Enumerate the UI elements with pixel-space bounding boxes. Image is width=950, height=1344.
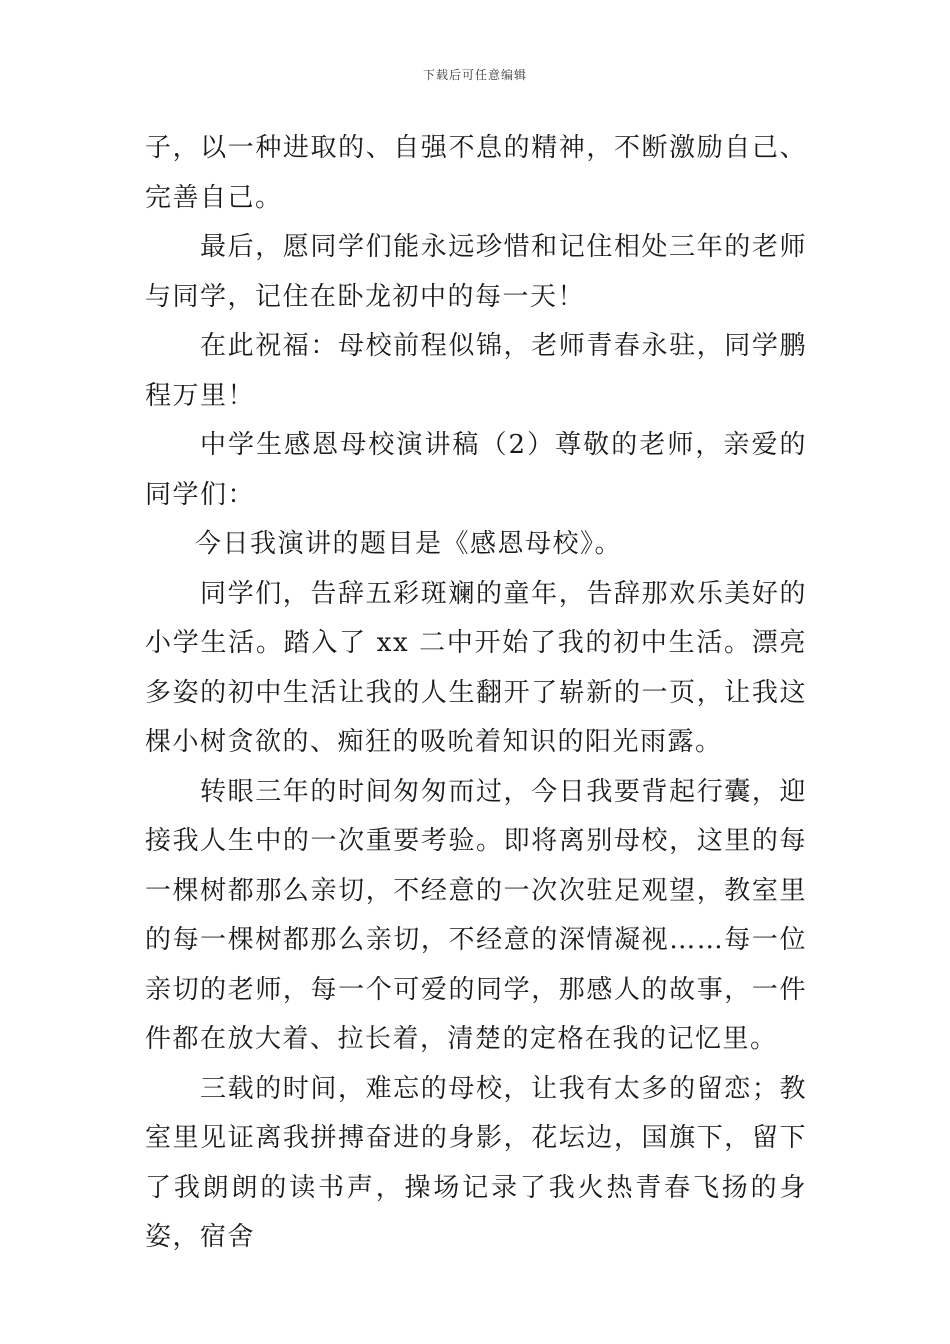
paragraph: 转眼三年的时间匆匆而过，今日我要背起行囊，迎接我人生中的一次重要考验。即将离别母校，这里的每一棵树都那么亲切，不经意的一次次驻足观望，教室里的每一棵树都那么亲切，不经意的深情凝视……每一位亲切的老师，每一个可爱的同学，那感人的故事，一件件都在放大着、拉长着，清楚的定格在我的记忆里。 xyxy=(145,776,807,1054)
paragraph: 今日我演讲的题目是《感恩母校》。 xyxy=(195,529,623,559)
paragraph: 最后，愿同学们能永远珍惜和记住相处三年的老师与同学，记住在卧龙初中的每一天！ xyxy=(145,232,807,312)
paragraph: 子，以一种进取的、自强不息的精神，不断激励自己、完善自己。 xyxy=(145,133,807,213)
paragraph: 同学们，告辞五彩斑斓的童年，告辞那欢乐美好的小学生活。踏入了 xx 二中开始了我的初中生活。漂亮多姿的初中生活让我的人生翻开了崭新的一页，让我这棵小树贪欲的、痴狂的吸吮着知识的阳光雨露。 xyxy=(145,578,807,757)
paragraph: 三载的时间，难忘的母校，让我有太多的留恋；教室里见证离我拼搏奋进的身影，花坛边，国旗下，留下了我朗朗的读书声，操场记录了我火热青春飞扬的身姿，宿舍 xyxy=(145,1073,807,1252)
document-body xyxy=(145,124,807,1263)
page-header: 下载后可任意编辑 xyxy=(422,68,527,82)
paragraph: 在此祝福：母校前程似锦，老师青春永驻，同学鹏程万里！ xyxy=(145,331,807,411)
paragraph: 中学生感恩母校演讲稿（2）尊敬的老师，亲爱的同学们： xyxy=(145,430,807,510)
